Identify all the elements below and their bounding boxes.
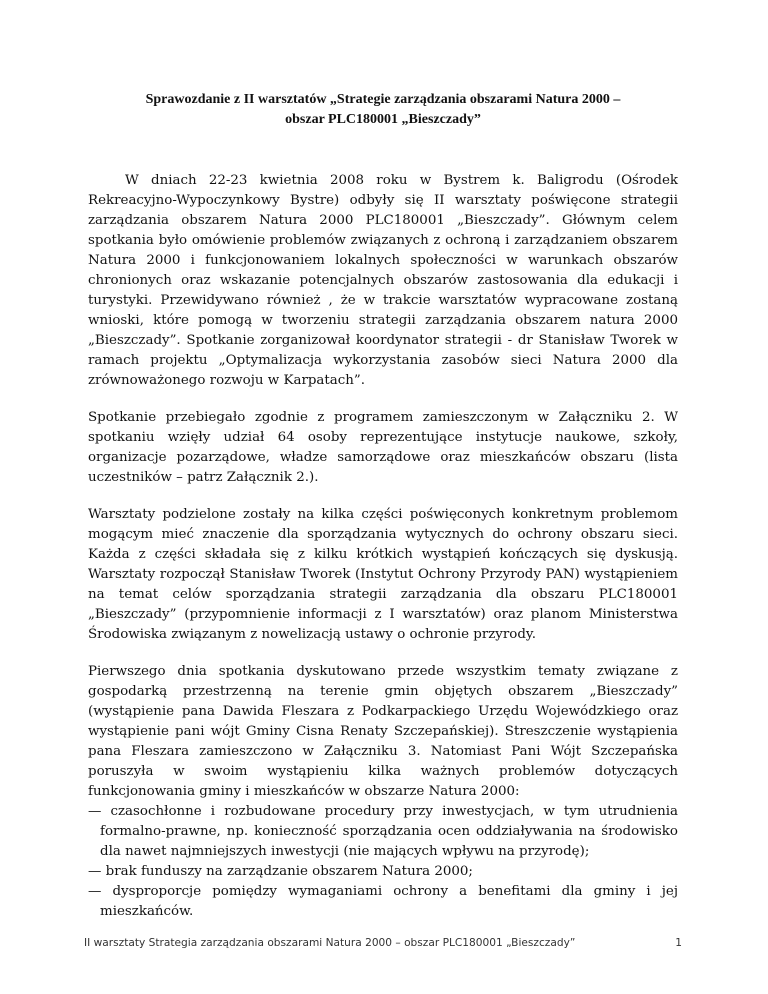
list-item: — czasochłonne i rozbudowane procedury przy inwestycjach, w tym utrudnienia formalno-prawne, np. konieczność sporządzania ocen oddziaływania na środowisko dla nawet najmniejszych inwestycji (nie mających wpływu na przyrodę); (88, 804, 678, 859)
page-footer (84, 937, 682, 949)
paragraph-intro: W dniach 22-23 kwietnia 2008 roku w Bystrem k. Baligrodu (Ośrodek Rekreacyjno-Wypoczynkowy Bystre) odbyły się II warsztaty poświęcone strategii zarządzania obszarem Natura 2000 PLC180001 „Bieszczady”. Głównym celem spotkania było omówienie problemów związanych z ochroną i zarządzaniem obszarem Natura 2000 i funkcjonowaniem lokalnych społeczności w warunkach obszarów chronionych oraz wskazanie potencjalnych obszarów zastosowania dla edukacji i turystyki. Przewidywano również , że w trakcie warsztatów wypracowane zostaną wnioski, które pomogą w tworzeniu strategii zarządzania obszarem natura 2000 „Bieszczady”. Spotkanie zorganizował koordynator strategii - dr Stanisław Tworek w ramach projektu „Optymalizacja wykorzystania zasobów sieci Natura 2000 dla zrównoważonego rozwoju w Karpatach”. (88, 173, 678, 388)
title-line-2: obszar PLC180001 „Bieszczady” (285, 112, 481, 127)
footer-text: II warsztaty Strategia zarządzania obszarami Natura 2000 – obszar PLC180001 „Bieszczady” (84, 937, 576, 949)
list-item: — brak funduszy na zarządzanie obszarem Natura 2000; (88, 864, 473, 879)
document-title (88, 90, 678, 130)
paragraph-program: Spotkanie przebiegało zgodnie z programem zamieszczonym w Załączniku 2. W spotkaniu wzięły udział 64 osoby reprezentujące instytucje naukowe, szkoły, organizacje pozarządowe, władze samorządowe oraz mieszkańców obszaru (lista uczestników – patrz Załącznik 2.). (88, 410, 678, 485)
page-number: 1 (675, 937, 682, 949)
document-page (88, 90, 678, 922)
title-line-1: Sprawozdanie z II warsztatów „Strategie zarządzania obszarami Natura 2000 – (145, 92, 621, 107)
paragraph-structure: Warsztaty podzielone zostały na kilka części poświęconych konkretnym problemom mogącym mieć znaczenie dla sporządzania wytycznych do ochrony obszaru sieci. Każda z części składała się z kilku krótkich wystąpień kończących się dyskusją. Warsztaty rozpoczął Stanisław Tworek (Instytut Ochrony Przyrody PAN) wystąpieniem na temat celów sporządzania strategii zarządzania dla obszaru PLC180001 „Bieszczady” (przypomnienie informacji z I warsztatów) oraz planom Ministerstwa Środowiska związanym z nowelizacją ustawy o ochronie przyrody. (88, 507, 678, 642)
paragraph-first-day: Pierwszego dnia spotkania dyskutowano przede wszystkim tematy związane z gospodarką przestrzenną na terenie gmin objętych obszarem „Bieszczady” (wystąpienie pana Dawida Fleszara z Podkarpackiego Urzędu Wojewódzkiego oraz wystąpienie pani wójt Gminy Cisna Renaty Szczepańskiej). Streszczenie wystąpienia pana Fleszara zamieszczono w Załączniku 3. Natomiast Pani Wójt Szczepańska poruszyła w swoim wystąpieniu kilka ważnych problemów dotyczących funkcjonowania gminy i mieszkańców w obszarze Natura 2000: (88, 664, 678, 799)
problem-list (88, 802, 678, 922)
list-item: — dysproporcje pomiędzy wymaganiami ochrony a benefitami dla gminy i jej mieszkańców. (88, 884, 678, 919)
